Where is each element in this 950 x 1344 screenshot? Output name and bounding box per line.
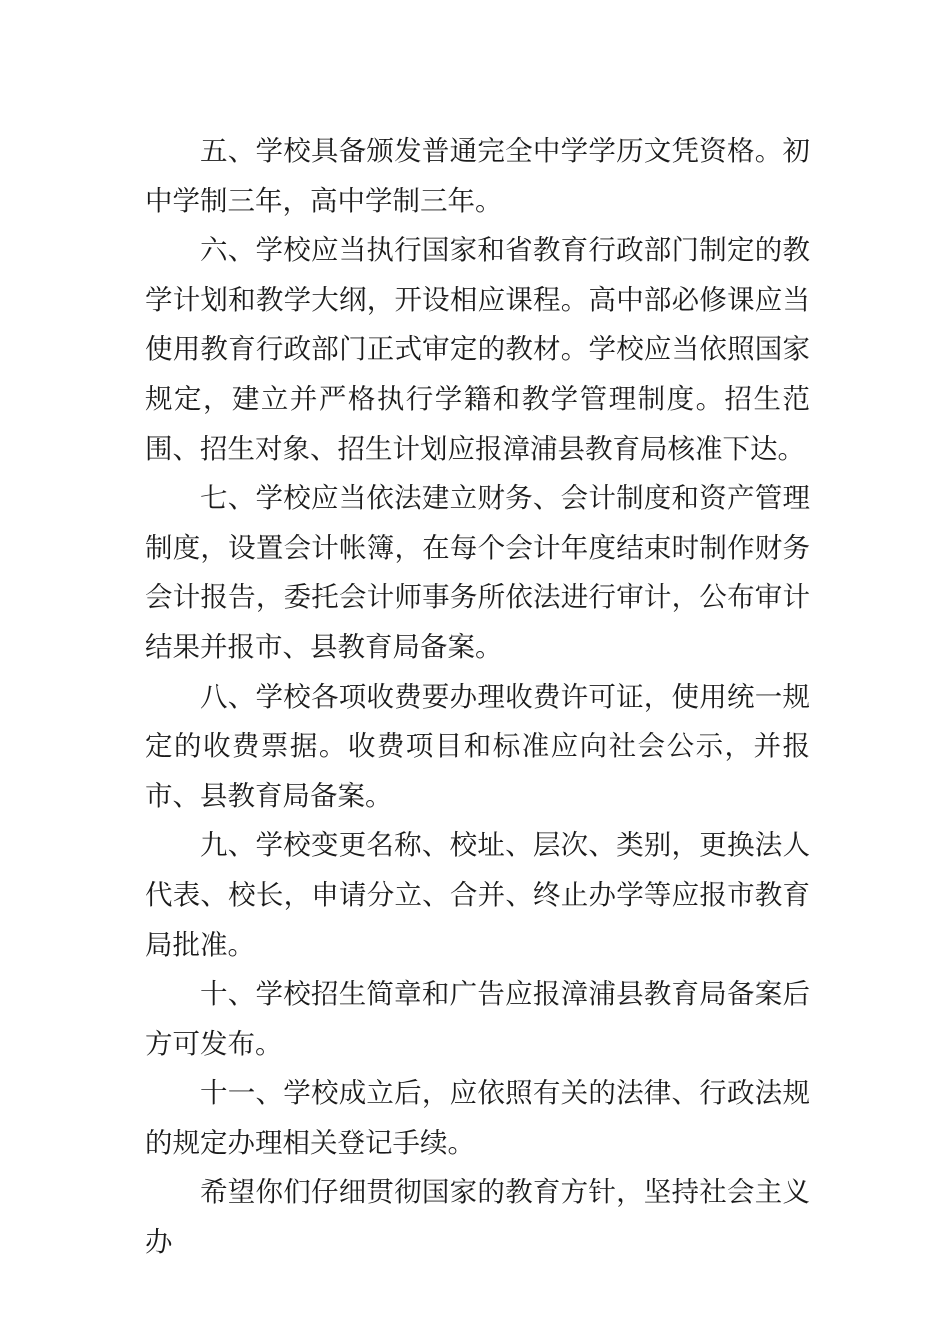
paragraph-8: 八、学校各项收费要办理收费许可证，使用统一规定的收费票据。收费项目和标准应向社会公示，并报市、县教育局备案。 bbox=[145, 680, 810, 812]
paragraph-7: 七、学校应当依法建立财务、会计制度和资产管理制度，设置会计帐簿，在每个会计年度结束时制作财务会计报告，委托会计师事务所依法进行审计，公布审计结果并报市、县教育局备案。 bbox=[145, 482, 810, 663]
paragraph-6: 六、学校应当执行国家和省教育行政部门制定的教学计划和教学大纲，开设相应课程。高中部必修课应当使用教育行政部门正式审定的教材。学校应当依照国家规定，建立并严格执行学籍和教学管理制度。招生范围、招生对象、招生计划应报漳浦县教育局核准下达。 bbox=[145, 234, 810, 465]
document-body bbox=[145, 127, 810, 1268]
paragraph-11: 十一、学校成立后，应依照有关的法律、行政法规的规定办理相关登记手续。 bbox=[145, 1077, 810, 1159]
paragraph-5: 五、学校具备颁发普通完全中学学历文凭资格。初中学制三年，高中学制三年。 bbox=[145, 135, 810, 217]
paragraph-closing: 希望你们仔细贯彻国家的教育方针，坚持社会主义办 bbox=[145, 1176, 810, 1259]
paragraph-9: 九、学校变更名称、校址、层次、类别，更换法人代表、校长，申请分立、合并、终止办学等应报市教育局批准。 bbox=[145, 829, 810, 961]
paragraph-10: 十、学校招生简章和广告应报漳浦县教育局备案后方可发布。 bbox=[145, 978, 810, 1060]
